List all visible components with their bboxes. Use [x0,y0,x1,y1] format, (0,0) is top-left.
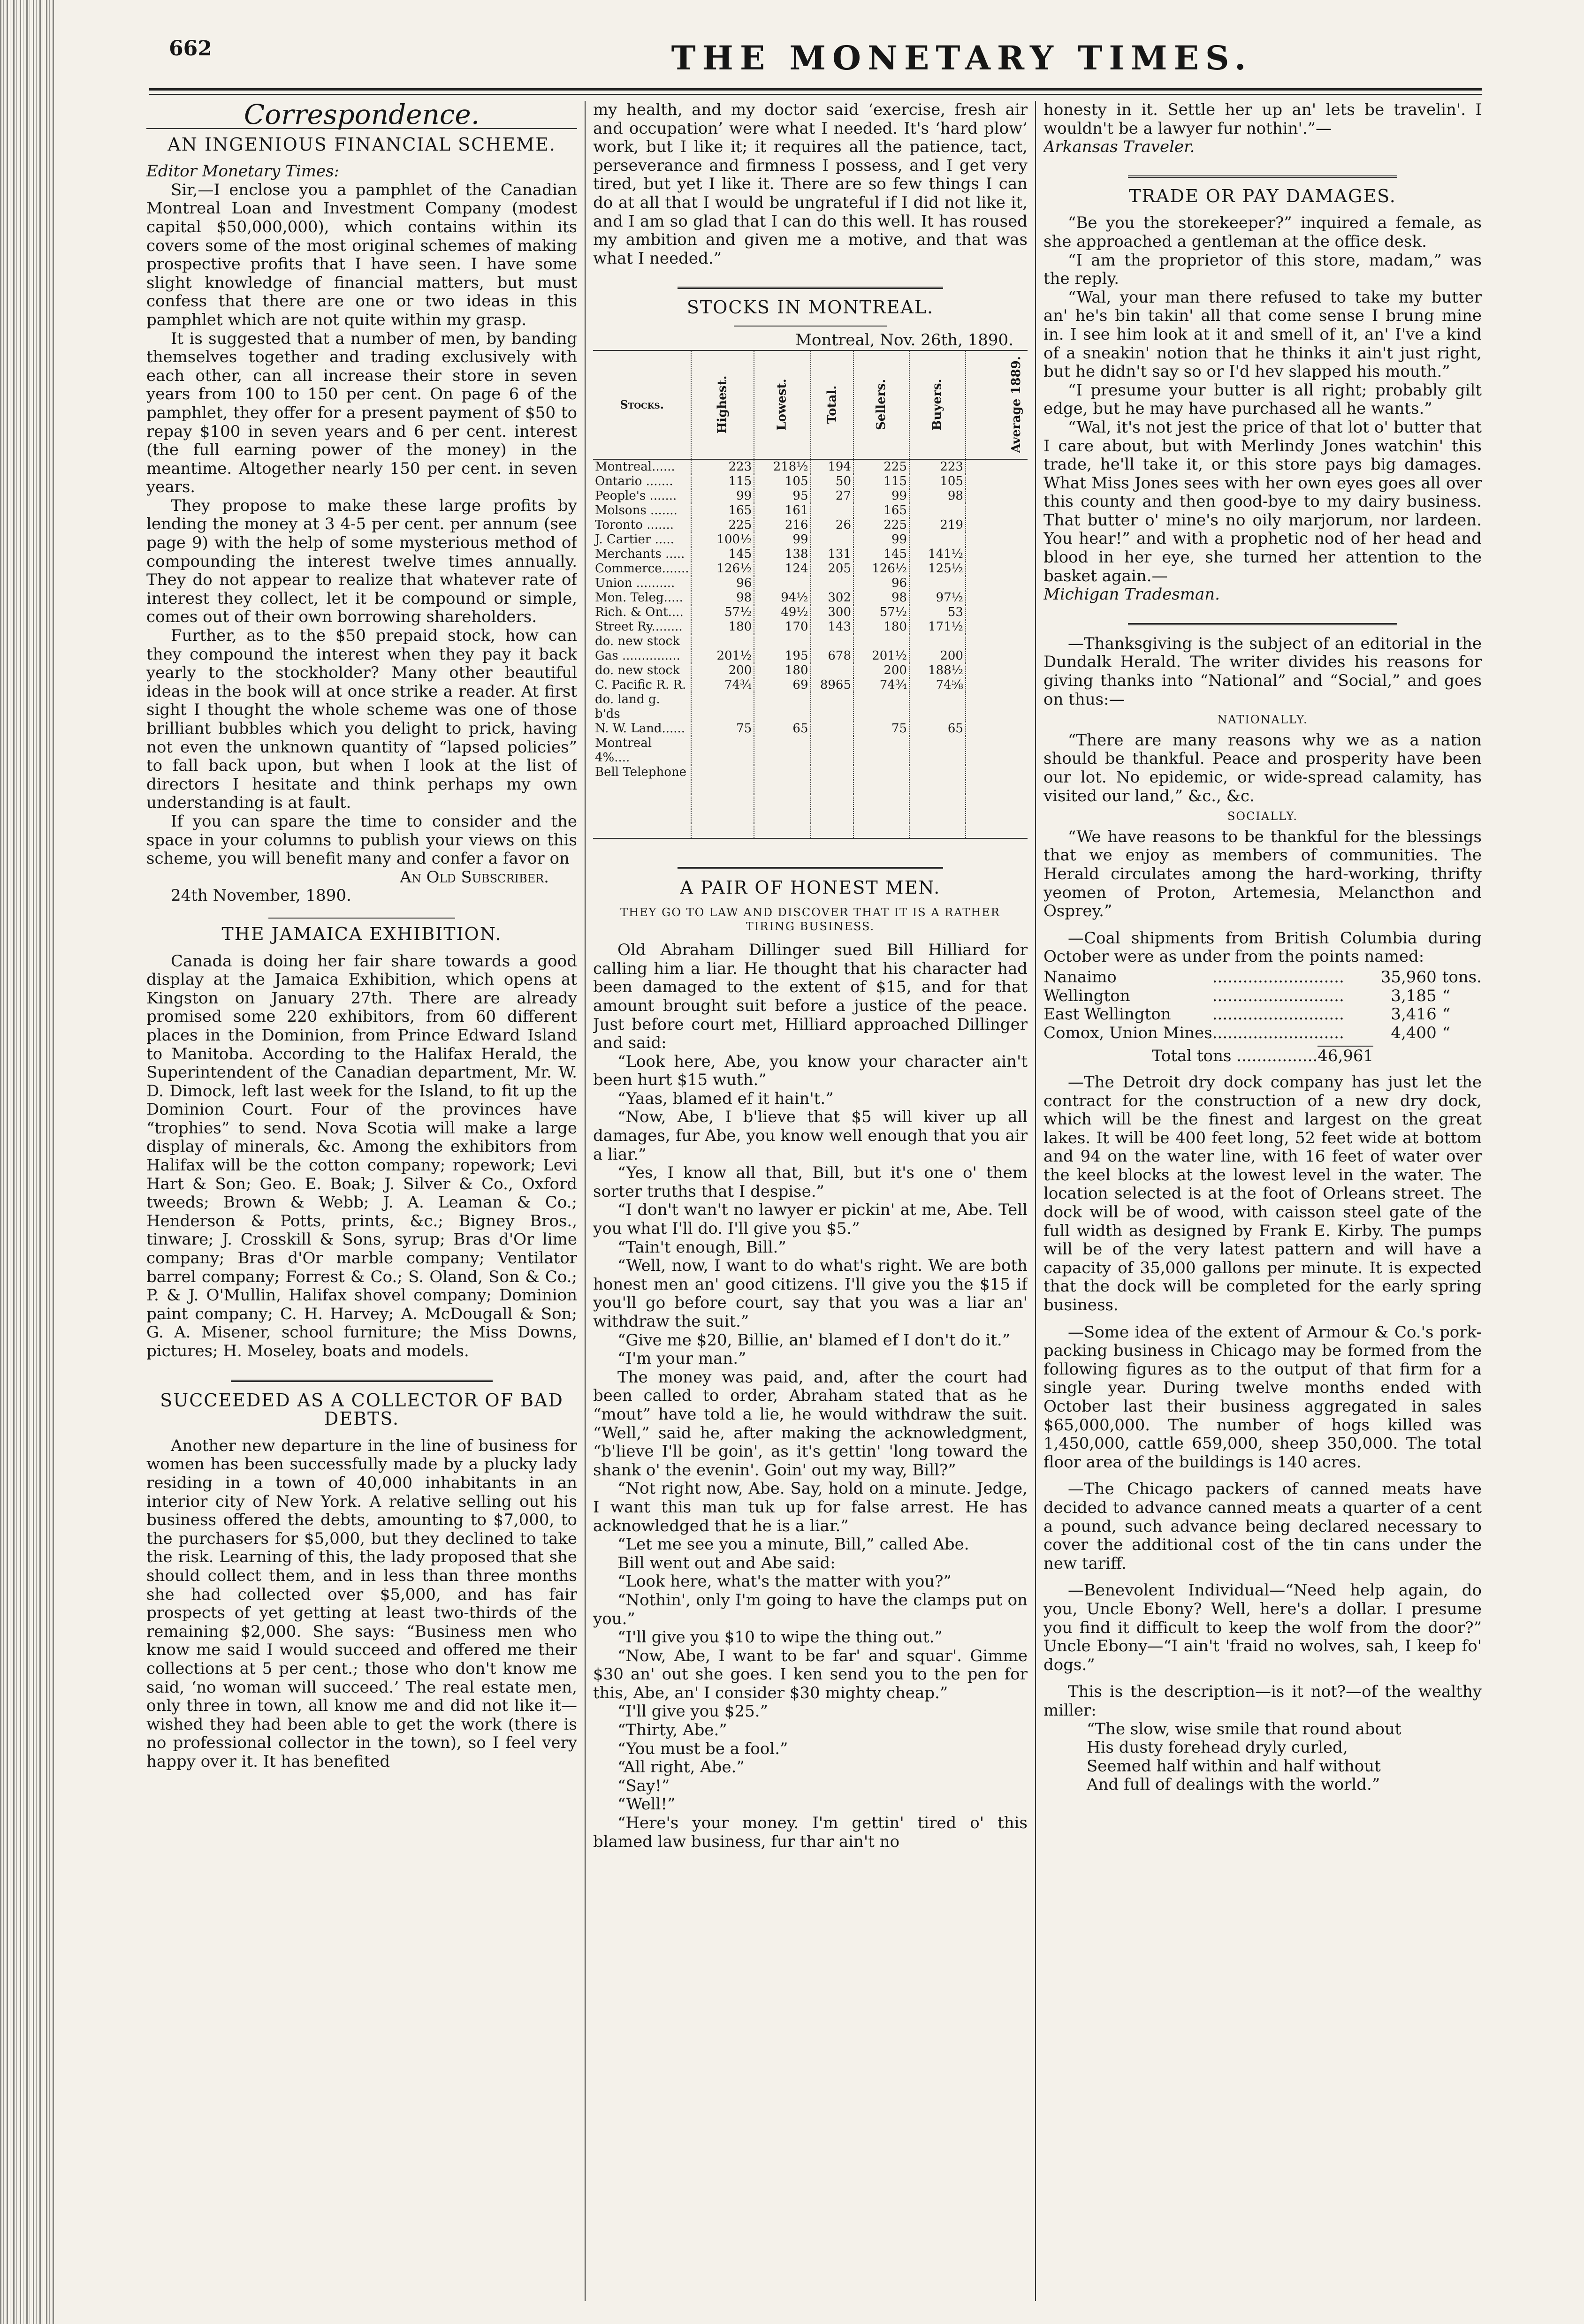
stock-value-cell: 26 [811,518,854,532]
stock-value-cell: 205 [811,562,854,576]
table-row [593,532,1028,547]
paragraph: “Well!” [617,1795,676,1814]
table-row-empty [593,780,1028,794]
stock-value-cell [966,591,1028,605]
stock-value-cell: 200 [853,663,909,678]
stock-value-cell [754,576,810,591]
column-3 [1043,101,1482,2306]
stock-name-cell: Commerce....... [595,561,689,576]
stock-value-cell [853,736,909,765]
paragraph: “Look here, Abe, you know your character ain't been hurt $15 wuth.” [593,1052,1028,1090]
coal-unit: tons. [1442,967,1482,987]
dateline: Montreal, Nov. 26th, 1890. [795,330,1013,349]
paragraph: —Thanksgiving is the subject of an editorial in the Dundalk Herald. The writer divides his reasons for giving thanks into “National” and “Social,” and goes on thus:— [1043,634,1482,709]
paragraph: Another new departure in the line of business for women has been successfully made by a plucky lady residing in a town of 40,000 inhabitants in an interior city of New York. A relative selling out his business offered the debts, amounting to $7,000, to the purchasers for $5,000, but they declined to take the risk. Learning of this, the lady proposed that she should collect them, and in less than three months she had collected over $5,000, and has fair prospects of yet getting at least two-thirds of the remaining $2,000. She says: “Business men who know me said I would succeed and offered me their collections at 5 per cent.; those who don't know me said, ‘no woman will succeed.’ The real estate men, only three in town, all know me and did not like it—wished they had been able to get the work (there is no professional collector in the town), so I feel very happy over it. It has benefited [146,1436,577,1771]
stock-value-cell [853,634,909,649]
article-title: AN INGENIOUS FINANCIAL SCHEME. [168,134,556,155]
stock-value-cell: 65 [909,722,966,736]
coal-value: 4,400 [1391,1023,1437,1042]
paragraph: “You must be a fool.” [617,1739,788,1758]
stock-value-cell [966,518,1028,532]
stock-name-cell: J. Cartier ..... [595,532,674,547]
stock-value-cell: 53 [909,605,966,620]
source-credit: Michigan Tradesman. [1043,585,1220,604]
coal-point: Wellington [1043,986,1130,1005]
masthead-rule-thin [149,94,1482,95]
paragraph: “Here's your money. I'm gettin' tired o' this blamed law business, fur thar ain't no [593,1814,1028,1851]
paragraph: “Say!” [617,1776,670,1795]
stock-value-cell: 94½ [754,591,810,605]
stock-value-cell [691,692,754,722]
stock-value-cell: 95 [754,489,810,503]
stock-value-cell: 225 [853,518,909,532]
stock-value-cell: 115 [853,474,909,489]
stock-value-cell: 57½ [691,605,754,620]
stock-value-cell: 99 [754,532,810,547]
coal-row: Nanaimo .......................... 35,960 tons. [1043,967,1482,987]
stock-value-cell: 8965 [811,678,854,692]
stock-name-cell: Bell Telephone [595,765,686,779]
stock-value-cell [811,634,854,649]
stock-value-cell [754,634,810,649]
article-title: A PAIR OF HONEST MEN. [680,877,941,898]
table-title: STOCKS IN MONTREAL. [686,297,934,318]
stock-value-cell [811,532,854,547]
coal-unit: “ [1442,986,1451,1005]
rule [734,326,887,327]
column-header: Highest. [691,350,754,459]
stock-value-cell: 105 [754,474,810,489]
stock-value-cell [691,736,754,765]
table-header-row [593,350,1028,459]
paragraph: The money was paid, and, after the court had been called to order, Abraham stated that as he “mout” have told a lie, he would withdraw the suit. “Well,” said he, after making the acknowledgment, “b'lieve I'll be goin', as it's gettin' 'long toward the shank o' the evenin'. Goin' out my way, Bill?” [593,1367,1028,1480]
column-1 [146,101,577,2306]
stock-value-cell: 180 [754,663,810,678]
stock-value-cell [909,736,966,765]
paragraph: “Not right now, Abe. Say, hold on a minute. Jedge, I want this man tuk up for false arrest. He has acknowledged that he is a liar.” [593,1479,1028,1535]
table-row [593,765,1028,780]
rule [678,867,943,869]
paragraph: Sir,—I enclose you a pamphlet of the Canadian Montreal Loan and Investment Company (modest capital $50,000,000), which contains within its covers some of the most original schemes of making prospective profits that I have seen. I have some slight knowledge of financial matters, but must confess that there are one or two ideas in this pamphlet which are not quite within my grasp. [146,180,577,329]
stock-value-cell: 96 [691,576,754,591]
stock-value-cell [811,736,854,765]
masthead: THE MONETARY TIMES. [671,38,1253,77]
stock-value-cell: 74⅝ [909,678,966,692]
coal-table [1043,968,1482,1042]
stock-value-cell [853,765,909,780]
stock-name-cell: Rich. & Ont.... [595,605,684,619]
stock-value-cell [754,692,810,722]
paragraph: “Wal, it's not jest the price of that lot o' butter that I care about, but with Merlindy Jones watchin' this trade, he'll take it, or this store pays big damages. What Miss Jones sees with her own eyes goes all over this county and then good-bye to my dairy business. That butter o' mine's no oily marjorum, nor lardeen. You hear!” and with a prophetic nod of her head and blood in her eye, she turned her attention to the basket again.— [1043,418,1482,585]
paragraph: “I am the proprietor of this store, madam,” was the reply. [1043,251,1482,289]
masthead-rule [149,88,1482,91]
rule [268,918,455,919]
stock-value-cell [909,576,966,591]
stock-value-cell [966,634,1028,649]
table-row [593,474,1028,489]
stock-value-cell: 99 [853,489,909,503]
paragraph: “Look here, what's the matter with you?” [617,1572,952,1591]
stock-value-cell: 69 [754,678,810,692]
column-header: Stocks. [593,350,691,459]
stock-value-cell [909,692,966,722]
stock-name-cell: Ontario ....... [595,474,673,488]
source-credit: Arkansas Traveler. [1043,137,1195,157]
stock-value-cell [811,765,854,780]
stock-value-cell: 99 [691,489,754,503]
stock-value-cell [966,722,1028,736]
stock-value-cell [966,459,1028,474]
stock-value-cell: 126½ [853,562,909,576]
stock-value-cell: 195 [754,649,810,663]
paragraph: “Well, now, I want to do what's right. We are both honest men an' good citizens. I'll give you the $15 if you'll go before court, say that you was a liar an' withdraw the suit.” [593,1256,1028,1331]
paragraph: “Let me see you a minute, Bill,” called Abe. [617,1535,969,1554]
paragraph: —The Detroit dry dock company has just let the contract for the construction of a new dry dock, which will be the finest and largest on the great lakes. It will be 400 feet long, 52 feet wide at bottom and 94 on the water line, with 16 feet of water over the keel blocks at the lowest level in the water. The location selected is at the foot of Orleans street. The dock will be of wood, with caisson steel gate of the full width as designed by Frank E. Kirby. The pumps will be of the very latest pattern and will have a capacity of 35,000 gallons per minute. It is expected that the dock will be completed for the early spring business. [1043,1072,1482,1315]
paragraph: And full of dealings with the world.” [1087,1775,1380,1794]
column-header: Average 1889. [966,350,1028,459]
paragraph: —Benevolent Individual—“Need help again, do you, Uncle Ebony? Well, here's a dollar. I presume you find it difficult to keep the wolf from the door?” Uncle Ebony—“I ain't 'fraid no wolves, sah, I keep fo' dogs.” [1043,1581,1482,1674]
coal-point: Nanaimo [1043,967,1117,987]
stock-name-cell: Montreal 4%.... [595,736,652,765]
verse [1043,1720,1482,1794]
paragraph: “We have reasons to be thankful for the blessings that we enjoy as members of communities. The Herald circulates among the hard-working, thrifty yeomen of Proton, Artemesia, Melancthon and Osprey.” [1043,827,1482,921]
stock-value-cell [811,663,854,678]
paragraph: “Yaas, blamed ef it hain't.” [617,1089,834,1108]
paragraph: “I presume your butter is all right; probably gilt edge, but he may have purchased all he wants.” [1043,380,1482,418]
rule [678,287,943,289]
stock-value-cell: 170 [754,620,810,634]
stock-value-cell [811,576,854,591]
paragraph: “I'll give you $25.” [617,1702,768,1721]
coal-unit: “ [1442,1023,1451,1042]
stock-value-cell: 96 [853,576,909,591]
paragraph: —The Chicago packers of canned meats have decided to advance canned meats a quarter of a cent a pound, such advance being declared necessary to cover the additional cost of the tin cans under the new tariff. [1043,1480,1482,1573]
table-row [593,605,1028,620]
stock-value-cell [966,663,1028,678]
stock-value-cell: 200 [909,649,966,663]
article-title: THE JAMAICA EXHIBITION. [221,923,502,944]
column-divider [1035,101,1036,2301]
stock-value-cell [966,765,1028,780]
paragraph: “Tain't enough, Bill.” [617,1238,786,1257]
paragraph: Further, as to the $50 prepaid stock, how can they compound the interest when they pay it back yearly to the stockholder? Many other beautiful ideas in the book will at once strike a reader. At first sight I thought the whole scheme was one of those brilliant bubbles which you delight to prick, having not even the unknown quantity of “lapsed policies” to fall back upon, but when I look at the list of directors I hesitate and think perhaps my own understanding is at fault. [146,626,577,813]
stock-value-cell: 225 [853,459,909,474]
coal-value: 35,960 [1380,967,1437,987]
paragraph: This is the description—is it not?—of the wealthy miller: [1043,1682,1482,1720]
stock-value-cell: 98 [853,591,909,605]
binding-edge [0,0,55,2324]
paragraph: “Now, Abe, I want to be far' and squar'. Gimme $30 an' out she goes. I ken send you to the pen for this, Abe, an' I consider $30 mighty cheap.” [593,1646,1028,1702]
stock-name-cell: N. W. Land...... [595,721,685,736]
stock-name-cell: do. new stock [595,663,680,677]
stock-value-cell: 188½ [909,663,966,678]
stock-value-cell: 126½ [691,562,754,576]
stock-value-cell: 98 [691,591,754,605]
table-row [593,692,1028,722]
stock-value-cell: 180 [691,620,754,634]
table-row-empty [593,794,1028,809]
stock-value-cell [966,562,1028,576]
table-row [593,736,1028,765]
stock-value-cell: 219 [909,518,966,532]
stock-value-cell [966,532,1028,547]
paragraph: “There are many reasons why we as a nation should be thankful. Peace and prosperity have been our lot. No epidemic, or wide-spread calamity, has visited our land,” &c., &c. [1043,730,1482,805]
paragraph: “Now, Abe, I b'lieve that $5 will kiver up all damages, fur Abe, you know well enough that you air a liar.” [593,1108,1028,1164]
stock-value-cell: 125½ [909,562,966,576]
table-row [593,663,1028,678]
column-header: Sellers. [853,350,909,459]
paragraph: honesty in it. Settle her up an' lets be travelin'. I wouldn't be a lawyer fur nothin'.”— [1043,101,1482,138]
column-divider [585,101,586,2301]
article-body [593,941,1028,1851]
stock-value-cell [966,576,1028,591]
stock-name-cell: Toronto ....... [595,517,674,532]
stock-value-cell [853,692,909,722]
table-row-empty [593,809,1028,823]
paragraph: His dusty forehead dryly curled, [1087,1738,1348,1757]
stock-value-cell: 194 [811,459,854,474]
paragraph: my health, and my doctor said ‘exercise, fresh air and occupation’ were what I needed. It's ‘hard plow’ work, but I like it; it requires all the patience, tact, perseverance and firmness I possess, and I get very tired, but yet I like it. There are so few things I can do at all that I would be ungrateful if I did not like it, and I am so glad that I can do this well. It has roused my ambition and given me a motive, and that was what I needed.” [593,101,1028,268]
paragraph: “Yes, I know all that, Bill, but it's one o' them sorter truths that I despise.” [593,1163,1028,1201]
article-title: SUCCEEDED AS A COLLECTOR OF BAD DEBTS. [160,1390,564,1429]
paragraph: “Wal, your man there refused to take my butter an' he's bin takin' all that come sense I brung mine in. I see him look at it and smell of it, an' I've a kind of a sneakin' notion that he thinks it ain't just right, but he didn't say so or I'd hev slapped his mouth.” [1043,288,1482,381]
table-row [593,634,1028,649]
stock-name-cell: C. Pacific R. R. [595,677,686,692]
table-row [593,722,1028,736]
stock-name-cell: Union .......... [595,576,675,590]
table-row [593,591,1028,605]
stock-value-cell: 74¾ [853,678,909,692]
stock-value-cell [909,532,966,547]
stock-value-cell: 49½ [754,605,810,620]
stock-value-cell [966,489,1028,503]
stock-value-cell [966,649,1028,663]
table-row [593,678,1028,692]
subheading: NATIONALLY. [1217,713,1308,727]
stock-name-cell: Montreal...... [595,459,675,474]
column-header: Total. [811,350,854,459]
stock-value-cell: 115 [691,474,754,489]
stock-value-cell: 145 [691,547,754,562]
rule [231,1380,493,1382]
stock-value-cell [966,736,1028,765]
stock-name-cell: Street Ry........ [595,619,683,634]
paragraph: Bill went out and Abe said: [617,1553,836,1572]
page-number: 662 [169,37,212,61]
stock-value-cell [811,692,854,722]
stock-value-cell: 74¾ [691,678,754,692]
stock-value-cell [811,722,854,736]
coal-point: East Wellington [1043,1005,1171,1024]
paragraph: Seemed half within and half without [1087,1756,1381,1776]
stock-value-cell: 50 [811,474,854,489]
stock-value-cell [909,634,966,649]
stock-value-cell: 216 [754,518,810,532]
paragraph: “The slow, wise smile that round about [1087,1719,1401,1739]
section-title: Correspondence. [244,101,480,130]
stock-name-cell: People's ....... [595,488,677,503]
paragraph: “Give me $20, Billie, an' blamed ef I don't do it.” [617,1330,1011,1350]
column-2 [593,101,1028,2306]
stock-value-cell [966,620,1028,634]
letter-date: 24th November, 1890. [171,886,351,905]
stock-value-cell [754,736,810,765]
table-row-empty [593,823,1028,838]
coal-row: East Wellington .......................... 3,416 “ [1043,1005,1482,1024]
rule [1128,623,1397,625]
stock-value-cell: 171½ [909,620,966,634]
stock-value-cell: 201½ [691,649,754,663]
stock-value-cell: 180 [853,620,909,634]
article-body [146,181,577,868]
column-header: Buyers. [909,350,966,459]
stock-value-cell: 223 [691,459,754,474]
stock-value-cell: 100½ [691,532,754,547]
stock-value-cell [966,503,1028,518]
coal-row: Wellington .......................... 3,185 “ [1043,987,1482,1006]
paragraph: Old Abraham Dillinger sued Bill Hilliard for calling him a liar. He thought that his character had been damaged to the extent of $15, and for that amount brought suit before a justice of the peace. Just before court met, Hilliard approached Dillinger and said: [593,941,1028,1053]
stock-value-cell: 161 [754,503,810,518]
coal-row: Comox, Union Mines .......................... 4,400 “ [1043,1024,1482,1043]
paragraph: —Coal shipments from British Columbia during October were as under from the points named: [1043,928,1482,966]
salutation: Editor Monetary Times: [146,162,339,181]
stock-value-cell [966,692,1028,722]
table-row [593,562,1028,576]
paragraph: “I'll give you $10 to wipe the thing out.” [617,1628,943,1647]
stock-name-cell: Merchants ..... [595,547,685,561]
stock-name-cell: Molsons ....... [595,503,678,517]
stock-value-cell: 225 [691,518,754,532]
paragraph: They propose to make these large profits by lending the money at 3 4-5 per cent. per annum (see page 9) with the help of some mysterious method of compounding the interest twelve times annually. They do not appear to realize that whatever rate of interest they collect, let it be compound or simple, comes out of their own borrowing shareholders. [146,496,577,627]
stock-value-cell: 165 [853,503,909,518]
stock-value-cell: 27 [811,489,854,503]
paragraph: It is suggested that a number of men, by banding themselves together and trading exclusively with each other, can all increase their store in seven years from 100 to 150 per cent. On page 6 of the pamphlet, they offer for a present payment of $50 to repay $100 in seven years and 6 per cent. interest (the full earning power of the money) in the meantime. Altogether nearly 150 per cent. in seven years. [146,329,577,497]
table-row [593,518,1028,532]
paragraph: “All right, Abe.” [617,1758,745,1777]
table-row [593,649,1028,663]
coal-value: 3,416 [1391,1005,1437,1024]
stock-value-cell: 218½ [754,459,810,474]
paragraph: “Nothin', only I'm going to have the clamps put on you.” [593,1590,1028,1628]
signature: An Old Subscriber. [400,867,549,887]
coal-point: Comox, Union Mines [1043,1023,1212,1042]
article-body [1043,214,1482,585]
stock-value-cell: 97½ [909,591,966,605]
rule [1128,175,1397,178]
article-title: TRADE OR PAY DAMAGES. [1129,185,1396,206]
stock-value-cell: 143 [811,620,854,634]
stock-value-cell: 145 [853,547,909,562]
stock-value-cell [811,503,854,518]
stock-value-cell: 65 [754,722,810,736]
table-row [593,620,1028,634]
stock-value-cell: 105 [909,474,966,489]
stock-value-cell: 200 [691,663,754,678]
stock-name-cell: do. new stock [595,634,680,648]
column-header: Lowest. [754,350,810,459]
paragraph: —Some idea of the extent of Armour & Co.'s pork-packing business in Chicago may be formed from the following figures as to the output of that firm for a single year. During twelve months ended with October last their business aggregated in sales $65,000,000. The number of hogs killed was 1,450,000, cattle 659,000, sheep 350,000. The total floor area of the buildings is 140 acres. [1043,1322,1482,1472]
stock-value-cell [691,765,754,780]
paragraph: If you can spare the time to consider and the space in your columns to publish your views on this scheme, you will benefit many and confer a favor on [146,812,577,868]
coal-value: 3,185 [1391,986,1437,1005]
stock-name-cell: do. land g. b'ds [595,692,660,721]
stock-name-cell: Mon. Teleg..... [595,590,683,605]
stock-value-cell [966,474,1028,489]
subheading: SOCIALLY. [1227,810,1298,823]
table-row [593,547,1028,562]
stock-value-cell: 141½ [909,547,966,562]
table-row [593,576,1028,591]
table-row [593,503,1028,518]
stock-value-cell: 678 [811,649,854,663]
paragraph: “I don't wan't no lawyer er pickin' at me, Abe. Tell you what I'll do. I'll give you $5.” [593,1200,1028,1238]
stock-value-cell: 223 [909,459,966,474]
table-body [593,459,1028,838]
article-subtitle: THEY GO TO LAW AND DISCOVER THAT IT IS A RATHER TIRING BUSINESS. [620,906,1000,934]
stock-value-cell [966,605,1028,620]
paragraph: “Be you the storekeeper?” inquired a female, as she approached a gentleman at the office desk. [1043,213,1482,251]
stock-name-cell: Gas ............... [595,648,680,663]
stock-value-cell [691,634,754,649]
coal-unit: “ [1442,1005,1451,1024]
coal-total: Total tons ................46,961 [1151,1047,1374,1066]
table-row [593,459,1028,474]
stocks-table [593,350,1028,839]
stock-value-cell [909,765,966,780]
stock-value-cell: 75 [853,722,909,736]
paragraph: Canada is doing her fair share towards a good display at the Jamaica Exhibition, which opens at Kingston on January 27th. There are already promised some 220 exhibitors, from 60 different places in the Dominion, from Prince Edward Island to Manitoba. According to the Halifax Herald, the Superintendent of the Canadian department, Mr. W. D. Dimock, left last week for the Island, to fit up the Dominion Court. Four of the provinces have “trophies” to send. Nova Scotia will make a large display of minerals, &c. Among the exhibitors from Halifax will be the cotton company; ropework; Levi Hart & Son; Geo. E. Boak; J. Silver & Co., Oxford tweeds; Brown & Webb; J. A. Leaman & Co.; Henderson & Potts, prints, &c.; Bigney Bros., tinware; J. Crosskill & Sons, syrup; Bras d'Or lime company; Bras d'Or marble company; Ventilator barrel company; Forrest & Co.; S. Oland, Son & Co.; P. & J. O'Mullin, Halifax shovel company; Dominion paint company; C. H. Harvey; A. McDougall & Son; G. A. Misener, school furniture; the Miss Downs, pictures; H. Moseley, boats and models. [146,951,577,1360]
stock-value-cell: 57½ [853,605,909,620]
stock-value-cell [909,503,966,518]
stock-value-cell: 98 [909,489,966,503]
table-row [593,489,1028,503]
stock-value-cell: 124 [754,562,810,576]
stock-value-cell: 75 [691,722,754,736]
stock-value-cell: 99 [853,532,909,547]
stock-value-cell: 138 [754,547,810,562]
paragraph: “I'm your man.” [617,1349,746,1368]
stock-value-cell [754,765,810,780]
stock-value-cell: 131 [811,547,854,562]
stock-value-cell [966,547,1028,562]
stock-value-cell: 201½ [853,649,909,663]
stock-value-cell [966,678,1028,692]
stock-value-cell: 300 [811,605,854,620]
stock-value-cell: 302 [811,591,854,605]
stock-value-cell: 165 [691,503,754,518]
paragraph: “Thirty, Abe.” [617,1721,727,1740]
